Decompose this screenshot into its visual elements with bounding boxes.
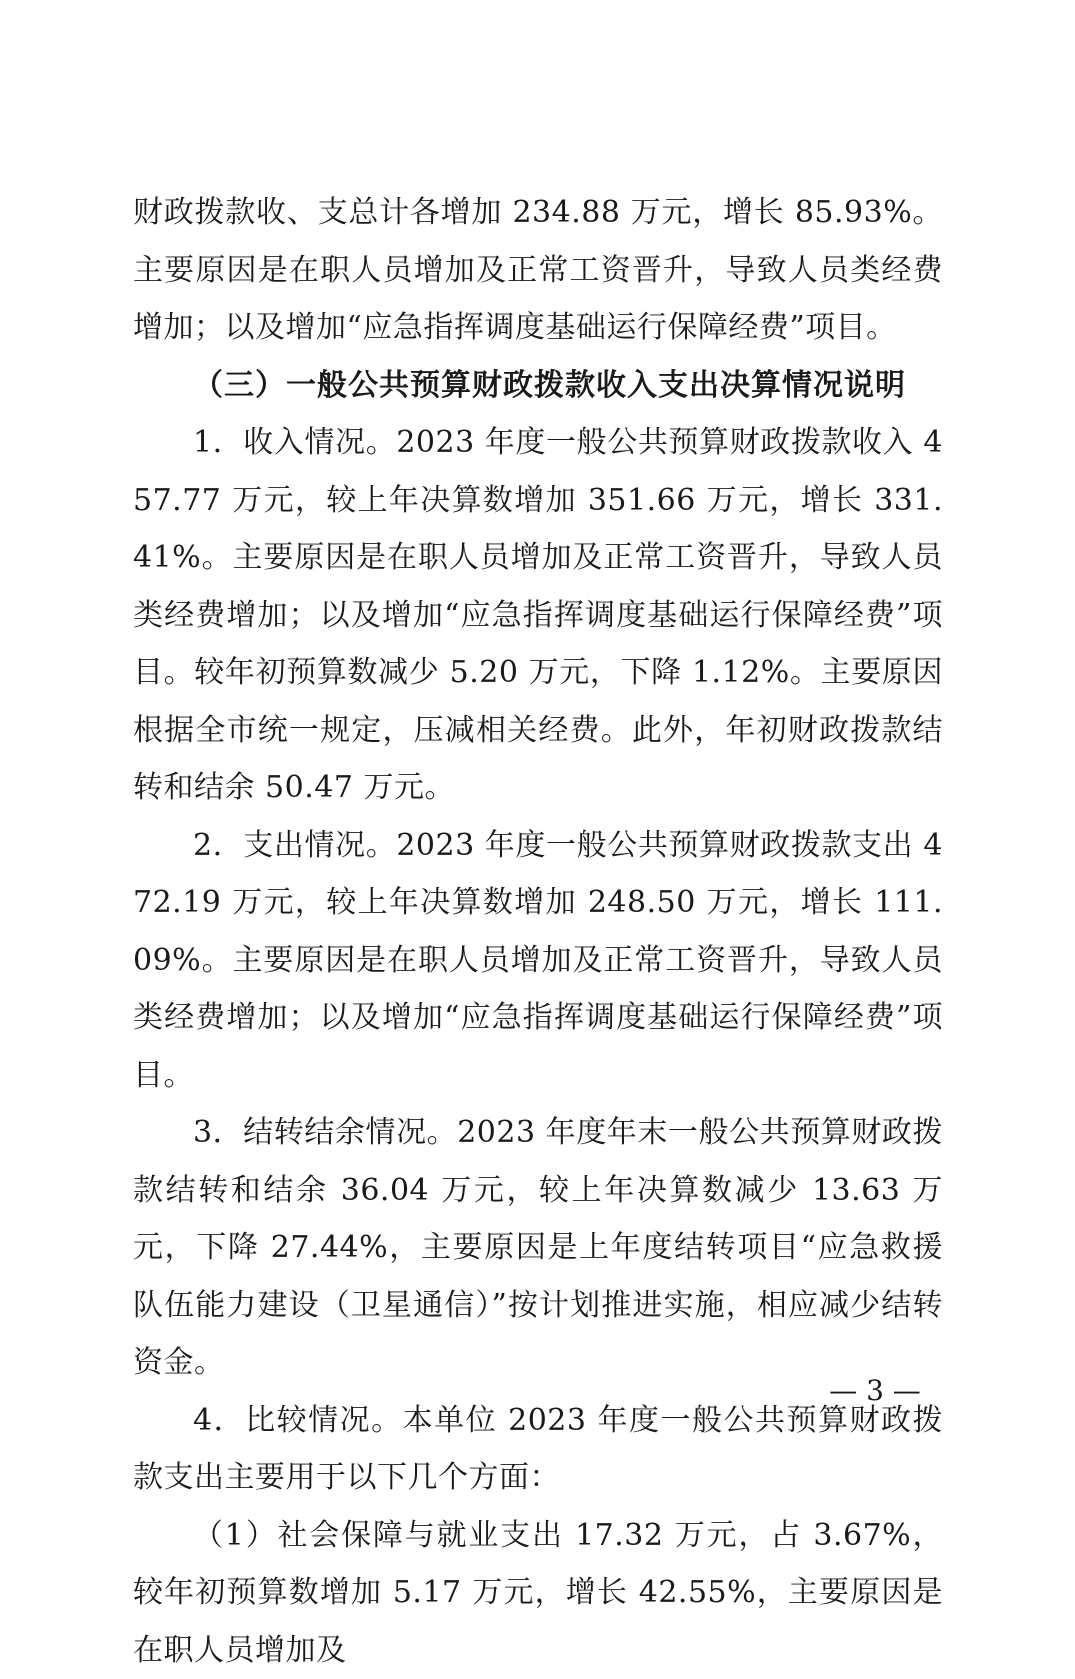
document-page — [133, 184, 943, 1679]
paragraph-continuation: 财政拨款收、支总计各增加 234.88 万元，增长 85.93%。主要原因是在职人员增加及正常工资晋升，导致人员类经费增加；以及增加“应急指挥调度基础运行保障经费”项目。 — [133, 184, 943, 357]
paragraph-carryover: 3．结转结余情况。2023 年度年末一般公共预算财政拨款结转和结余 36.04 万元，较上年决算数减少 13.63 万元，下降 27.44%，主要原因是上年度结转项目“应急救援队伍能力建设（卫星通信）”按计划推进实施，相应减少结转资金。 — [133, 1104, 943, 1392]
section-heading: （三）一般公共预算财政拨款收入支出决算情况说明 — [133, 357, 943, 415]
paragraph-income: 1．收入情况。2023 年度一般公共预算财政拨款收入 457.77 万元，较上年决算数增加 351.66 万元，增长 331.41%。主要原因是在职人员增加及正常工资晋升，导致人员类经费增加；以及增加“应急指挥调度基础运行保障经费”项目。较年初预算数减少 5.20 万元，下降 1.12%。主要原因根据全市统一规定，压减相关经费。此外，年初财政拨款结转和结余 50.47 万元。 — [133, 414, 943, 817]
paragraph-expenditure: 2．支出情况。2023 年度一般公共预算财政拨款支出 472.19 万元，较上年决算数增加 248.50 万元，增长 111.09%。主要原因是在职人员增加及正常工资晋升，导致人员类经费增加；以及增加“应急指挥调度基础运行保障经费”项目。 — [133, 817, 943, 1105]
paragraph-social-security: （1）社会保障与就业支出 17.32 万元，占 3.67%，较年初预算数增加 5.17 万元，增长 42.55%，主要原因是在职人员增加及 — [133, 1507, 943, 1679]
paragraph-comparison: 4．比较情况。本单位 2023 年度一般公共预算财政拨款支出主要用于以下几个方面： — [133, 1392, 943, 1507]
page-number: — 3 — — [820, 1374, 930, 1407]
